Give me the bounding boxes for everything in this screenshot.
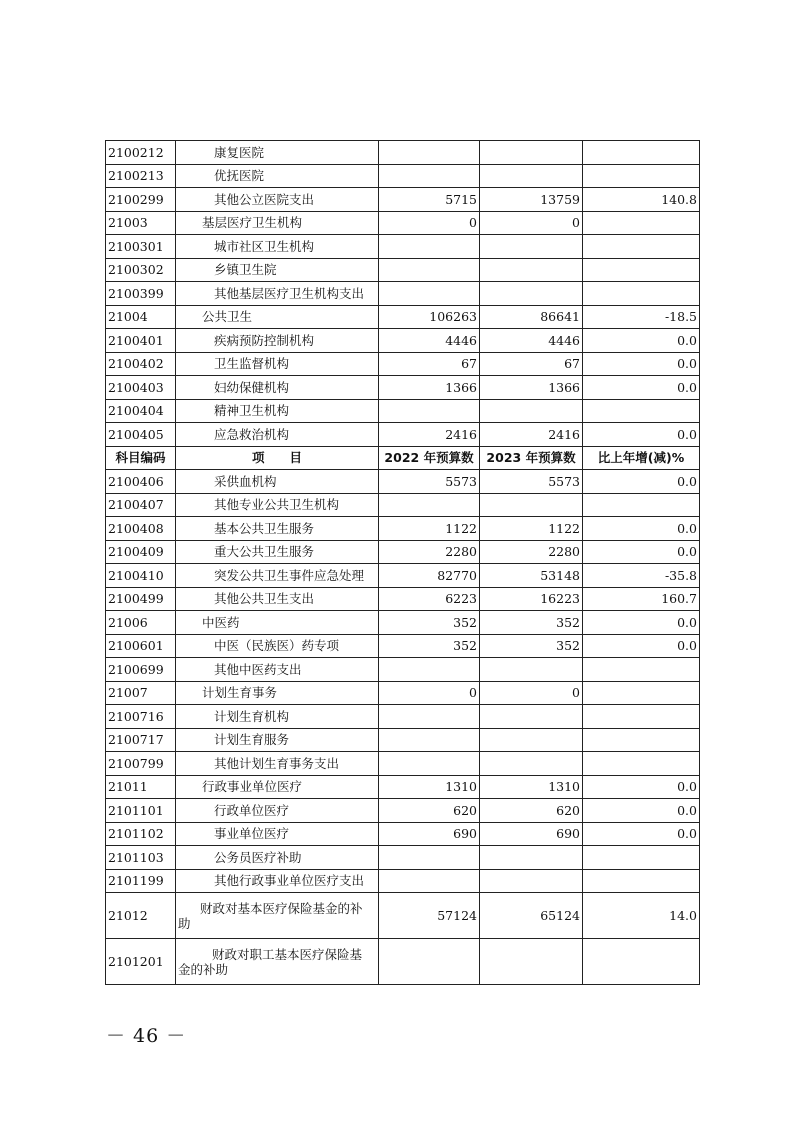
row-2022: 5573 xyxy=(379,470,480,494)
row-code: 2100716 xyxy=(106,705,176,729)
table-row xyxy=(106,493,700,517)
row-2022 xyxy=(379,141,480,165)
row-name: 乡镇卫生院 xyxy=(176,258,379,282)
row-2022 xyxy=(379,399,480,423)
table-row xyxy=(106,705,700,729)
row-code: 2100407 xyxy=(106,493,176,517)
row-2023: 13759 xyxy=(480,188,583,212)
table-row xyxy=(106,564,700,588)
row-code: 2100408 xyxy=(106,517,176,541)
row-name: 行政单位医疗 xyxy=(176,799,379,823)
row-2022 xyxy=(379,846,480,870)
row-2023 xyxy=(480,141,583,165)
row-name: 计划生育服务 xyxy=(176,728,379,752)
row-2023 xyxy=(480,869,583,893)
row-2023 xyxy=(480,658,583,682)
row-2022: 1122 xyxy=(379,517,480,541)
table-row xyxy=(106,517,700,541)
row-2022: 1366 xyxy=(379,376,480,400)
table-row xyxy=(106,211,700,235)
row-2023: 2280 xyxy=(480,540,583,564)
row-name: 其他专业公共卫生机构 xyxy=(176,493,379,517)
table-row xyxy=(106,775,700,799)
table-row xyxy=(106,470,700,494)
row-2023: 620 xyxy=(480,799,583,823)
row-2023 xyxy=(480,752,583,776)
row-2022 xyxy=(379,282,480,306)
table-row xyxy=(106,611,700,635)
table-body-bottom xyxy=(106,470,700,985)
row-change xyxy=(583,211,700,235)
row-name: 其他基层医疗卫生机构支出 xyxy=(176,282,379,306)
row-2023: 53148 xyxy=(480,564,583,588)
row-name: 优抚医院 xyxy=(176,164,379,188)
row-code: 21007 xyxy=(106,681,176,705)
row-name: 卫生监督机构 xyxy=(176,352,379,376)
row-change xyxy=(583,705,700,729)
row-change: 0.0 xyxy=(583,352,700,376)
row-name: 城市社区卫生机构 xyxy=(176,235,379,259)
row-name: 计划生育事务 xyxy=(176,681,379,705)
row-name: 应急救治机构 xyxy=(176,423,379,447)
row-2022: 1310 xyxy=(379,775,480,799)
row-2022: 4446 xyxy=(379,329,480,353)
row-name: 公务员医疗补助 xyxy=(176,846,379,870)
row-2023 xyxy=(480,282,583,306)
row-change xyxy=(583,282,700,306)
row-name: 中医（民族医）药专项 xyxy=(176,634,379,658)
table-row xyxy=(106,752,700,776)
row-change xyxy=(583,752,700,776)
row-code: 2100406 xyxy=(106,470,176,494)
row-code: 2101102 xyxy=(106,822,176,846)
row-2022 xyxy=(379,869,480,893)
row-2023: 1310 xyxy=(480,775,583,799)
row-change: 0.0 xyxy=(583,470,700,494)
row-name: 事业单位医疗 xyxy=(176,822,379,846)
row-change xyxy=(583,846,700,870)
row-name: 疾病预防控制机构 xyxy=(176,329,379,353)
table-row xyxy=(106,376,700,400)
row-name: 基本公共卫生服务 xyxy=(176,517,379,541)
row-change xyxy=(583,164,700,188)
table-row xyxy=(106,141,700,165)
row-code: 2100212 xyxy=(106,141,176,165)
row-code: 2100499 xyxy=(106,587,176,611)
row-2023: 86641 xyxy=(480,305,583,329)
row-change xyxy=(583,258,700,282)
row-2022: 5715 xyxy=(379,188,480,212)
header-2023: 2023 年预算数 xyxy=(480,446,583,470)
row-code: 2101199 xyxy=(106,869,176,893)
table-row xyxy=(106,587,700,611)
row-code: 2100302 xyxy=(106,258,176,282)
row-change xyxy=(583,728,700,752)
row-2022: 352 xyxy=(379,611,480,635)
row-change: -18.5 xyxy=(583,305,700,329)
row-2023 xyxy=(480,258,583,282)
row-name: 公共卫生 xyxy=(176,305,379,329)
row-name: 其他公立医院支出 xyxy=(176,188,379,212)
row-change xyxy=(583,141,700,165)
row-change: 0.0 xyxy=(583,775,700,799)
row-name: 康复医院 xyxy=(176,141,379,165)
row-2022 xyxy=(379,258,480,282)
row-2022: 2280 xyxy=(379,540,480,564)
table-row xyxy=(106,658,700,682)
table-row xyxy=(106,282,700,306)
row-2023: 1122 xyxy=(480,517,583,541)
row-code: 2100399 xyxy=(106,282,176,306)
row-2022 xyxy=(379,705,480,729)
row-2023 xyxy=(480,846,583,870)
row-2022: 0 xyxy=(379,681,480,705)
row-2022: 2416 xyxy=(379,423,480,447)
row-change: 0.0 xyxy=(583,540,700,564)
header-2022: 2022 年预算数 xyxy=(379,446,480,470)
row-2022 xyxy=(379,493,480,517)
table-row xyxy=(106,822,700,846)
row-2023 xyxy=(480,705,583,729)
row-name: 其他公共卫生支出 xyxy=(176,587,379,611)
row-2022: 57124 xyxy=(379,893,480,939)
row-name: 精神卫生机构 xyxy=(176,399,379,423)
row-code: 2100799 xyxy=(106,752,176,776)
table-row xyxy=(106,258,700,282)
row-change: 0.0 xyxy=(583,517,700,541)
row-change xyxy=(583,658,700,682)
row-2023: 65124 xyxy=(480,893,583,939)
row-change xyxy=(583,869,700,893)
row-name: 基层医疗卫生机构 xyxy=(176,211,379,235)
header-item: 项 目 xyxy=(176,446,379,470)
row-2022: 0 xyxy=(379,211,480,235)
row-change xyxy=(583,493,700,517)
row-code: 2100717 xyxy=(106,728,176,752)
table-row xyxy=(106,305,700,329)
row-2023 xyxy=(480,164,583,188)
table-row xyxy=(106,352,700,376)
row-change: 0.0 xyxy=(583,822,700,846)
table-row xyxy=(106,329,700,353)
row-2023: 1366 xyxy=(480,376,583,400)
row-code: 2100601 xyxy=(106,634,176,658)
table-row xyxy=(106,846,700,870)
row-name: 财政对职工基本医疗保险基金的补助 xyxy=(176,939,379,985)
row-name: 财政对基本医疗保险基金的补助 xyxy=(176,893,379,939)
table-row xyxy=(106,235,700,259)
budget-table xyxy=(105,140,700,985)
table-row xyxy=(106,634,700,658)
table-row xyxy=(106,799,700,823)
row-change: 0.0 xyxy=(583,634,700,658)
row-code: 2100299 xyxy=(106,188,176,212)
row-code: 21006 xyxy=(106,611,176,635)
row-2023: 4446 xyxy=(480,329,583,353)
row-2023 xyxy=(480,399,583,423)
row-2023 xyxy=(480,493,583,517)
row-code: 2100409 xyxy=(106,540,176,564)
row-name: 行政事业单位医疗 xyxy=(176,775,379,799)
table-body-top xyxy=(106,141,700,447)
row-2022 xyxy=(379,728,480,752)
row-2023 xyxy=(480,235,583,259)
row-2022: 67 xyxy=(379,352,480,376)
row-code: 2100403 xyxy=(106,376,176,400)
row-2022: 620 xyxy=(379,799,480,823)
row-2023: 2416 xyxy=(480,423,583,447)
row-name: 计划生育机构 xyxy=(176,705,379,729)
row-change: 0.0 xyxy=(583,376,700,400)
table-row xyxy=(106,869,700,893)
row-change: 140.8 xyxy=(583,188,700,212)
row-2022: 690 xyxy=(379,822,480,846)
row-change xyxy=(583,681,700,705)
table-row xyxy=(106,399,700,423)
table-row xyxy=(106,164,700,188)
row-change: 14.0 xyxy=(583,893,700,939)
row-2022: 82770 xyxy=(379,564,480,588)
row-2023: 5573 xyxy=(480,470,583,494)
row-change xyxy=(583,399,700,423)
row-name: 重大公共卫生服务 xyxy=(176,540,379,564)
row-2023: 690 xyxy=(480,822,583,846)
row-2022 xyxy=(379,164,480,188)
row-change: 0.0 xyxy=(583,329,700,353)
table-row xyxy=(106,681,700,705)
row-2023 xyxy=(480,939,583,985)
row-2022: 6223 xyxy=(379,587,480,611)
row-code: 2100402 xyxy=(106,352,176,376)
table-header xyxy=(106,446,700,470)
row-name: 其他中医药支出 xyxy=(176,658,379,682)
row-change: -35.8 xyxy=(583,564,700,588)
row-2023: 352 xyxy=(480,634,583,658)
table-row xyxy=(106,423,700,447)
row-code: 21003 xyxy=(106,211,176,235)
row-code: 2101103 xyxy=(106,846,176,870)
page-number: － 46 － xyxy=(106,1025,187,1047)
row-code: 21004 xyxy=(106,305,176,329)
row-name: 其他计划生育事务支出 xyxy=(176,752,379,776)
row-code: 2100405 xyxy=(106,423,176,447)
row-2022: 106263 xyxy=(379,305,480,329)
row-name: 中医药 xyxy=(176,611,379,635)
header-row xyxy=(106,446,700,470)
table-row xyxy=(106,939,700,985)
row-2023: 0 xyxy=(480,211,583,235)
header-change: 比上年增(减)% xyxy=(583,446,700,470)
row-code: 21012 xyxy=(106,893,176,939)
row-code: 2100301 xyxy=(106,235,176,259)
row-change: 160.7 xyxy=(583,587,700,611)
row-code: 2100401 xyxy=(106,329,176,353)
row-2023: 16223 xyxy=(480,587,583,611)
row-code: 2100699 xyxy=(106,658,176,682)
row-change: 0.0 xyxy=(583,611,700,635)
row-name: 妇幼保健机构 xyxy=(176,376,379,400)
row-name: 突发公共卫生事件应急处理 xyxy=(176,564,379,588)
row-2023: 67 xyxy=(480,352,583,376)
row-change: 0.0 xyxy=(583,423,700,447)
row-2023: 352 xyxy=(480,611,583,635)
row-change xyxy=(583,939,700,985)
row-code: 2101201 xyxy=(106,939,176,985)
row-code: 2100404 xyxy=(106,399,176,423)
row-2022 xyxy=(379,752,480,776)
table-row xyxy=(106,540,700,564)
header-code: 科目编码 xyxy=(106,446,176,470)
row-change: 0.0 xyxy=(583,799,700,823)
row-2022 xyxy=(379,235,480,259)
row-code: 2101101 xyxy=(106,799,176,823)
table-row xyxy=(106,728,700,752)
table-row xyxy=(106,893,700,939)
table-row xyxy=(106,188,700,212)
row-code: 2100213 xyxy=(106,164,176,188)
row-2022 xyxy=(379,939,480,985)
row-name: 其他行政事业单位医疗支出 xyxy=(176,869,379,893)
row-2023: 0 xyxy=(480,681,583,705)
row-2023 xyxy=(480,728,583,752)
row-code: 21011 xyxy=(106,775,176,799)
row-change xyxy=(583,235,700,259)
row-name: 采供血机构 xyxy=(176,470,379,494)
row-2022: 352 xyxy=(379,634,480,658)
row-2022 xyxy=(379,658,480,682)
row-code: 2100410 xyxy=(106,564,176,588)
